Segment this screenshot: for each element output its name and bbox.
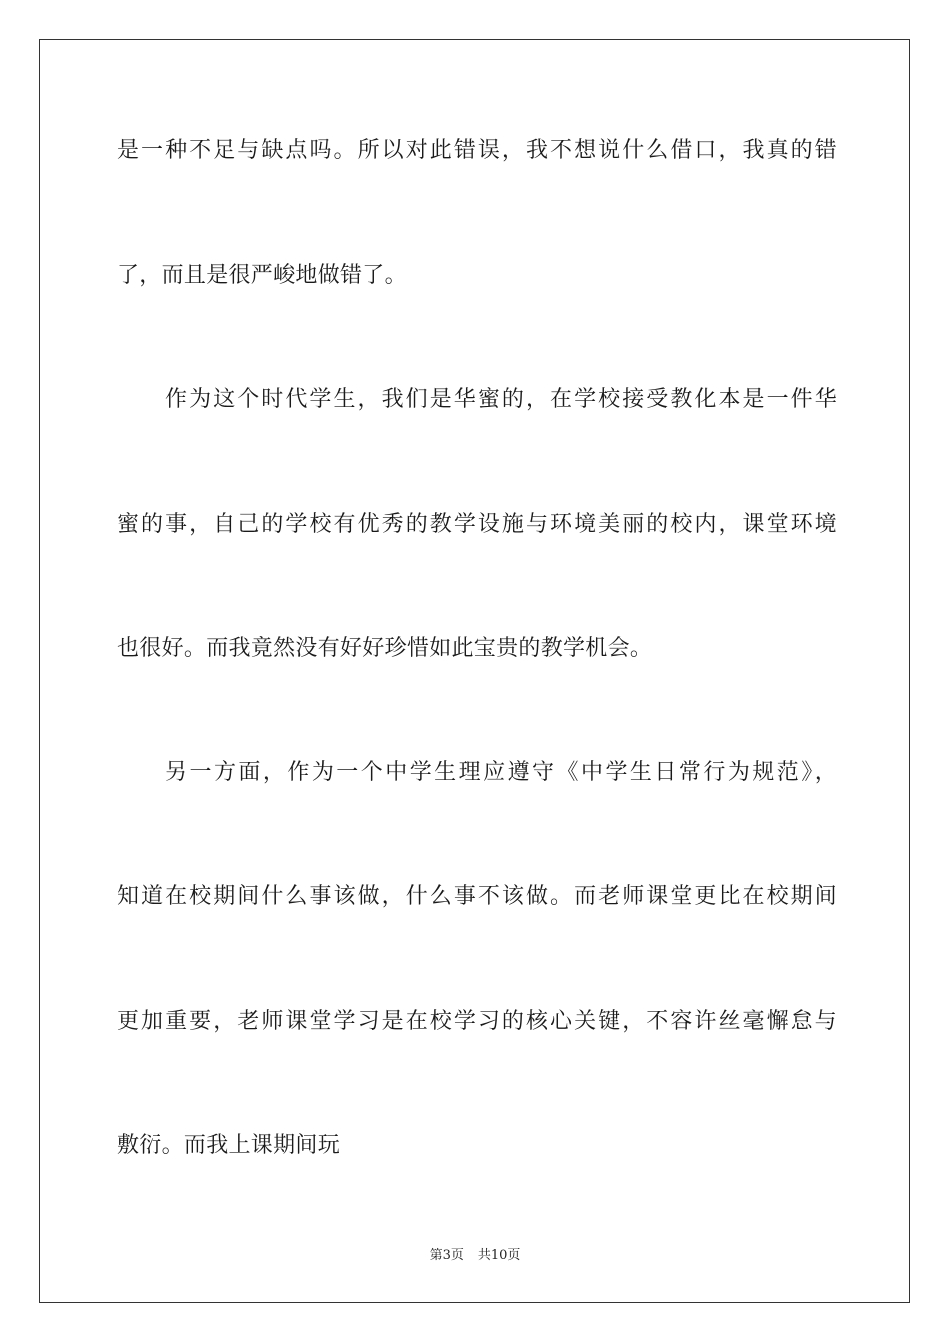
- text-line-1: 是一种不足与缺点吗。所以对此错误，我不想说什么借口，我真的错: [117, 138, 837, 163]
- text-line-3: 作为这个时代学生，我们是华蜜的，在学校接受教化本是一件华: [165, 387, 837, 412]
- page-number: 第3页: [429, 1248, 464, 1263]
- text-line-9: 敷衍。而我上课期间玩: [117, 1133, 341, 1158]
- page-footer: [0, 1247, 950, 1265]
- text-line-8: 更加重要，老师课堂学习是在校学习的核心关键，不容许丝毫懈怠与: [117, 1009, 837, 1034]
- page-total: 共10页: [477, 1248, 521, 1263]
- page-border: [39, 39, 910, 1303]
- text-line-6: 另一方面，作为一个中学生理应遵守《中学生日常行为规范》，: [165, 760, 837, 785]
- text-line-5: 也很好。而我竟然没有好好珍惜如此宝贵的教学机会。: [117, 636, 653, 661]
- text-line-7: 知道在校期间什么事该做，什么事不该做。而老师课堂更比在校期间: [117, 884, 837, 909]
- text-line-2: 了，而且是很严峻地做错了。: [117, 263, 407, 288]
- text-line-4: 蜜的事，自己的学校有优秀的教学设施与环境美丽的校内，课堂环境: [117, 512, 837, 537]
